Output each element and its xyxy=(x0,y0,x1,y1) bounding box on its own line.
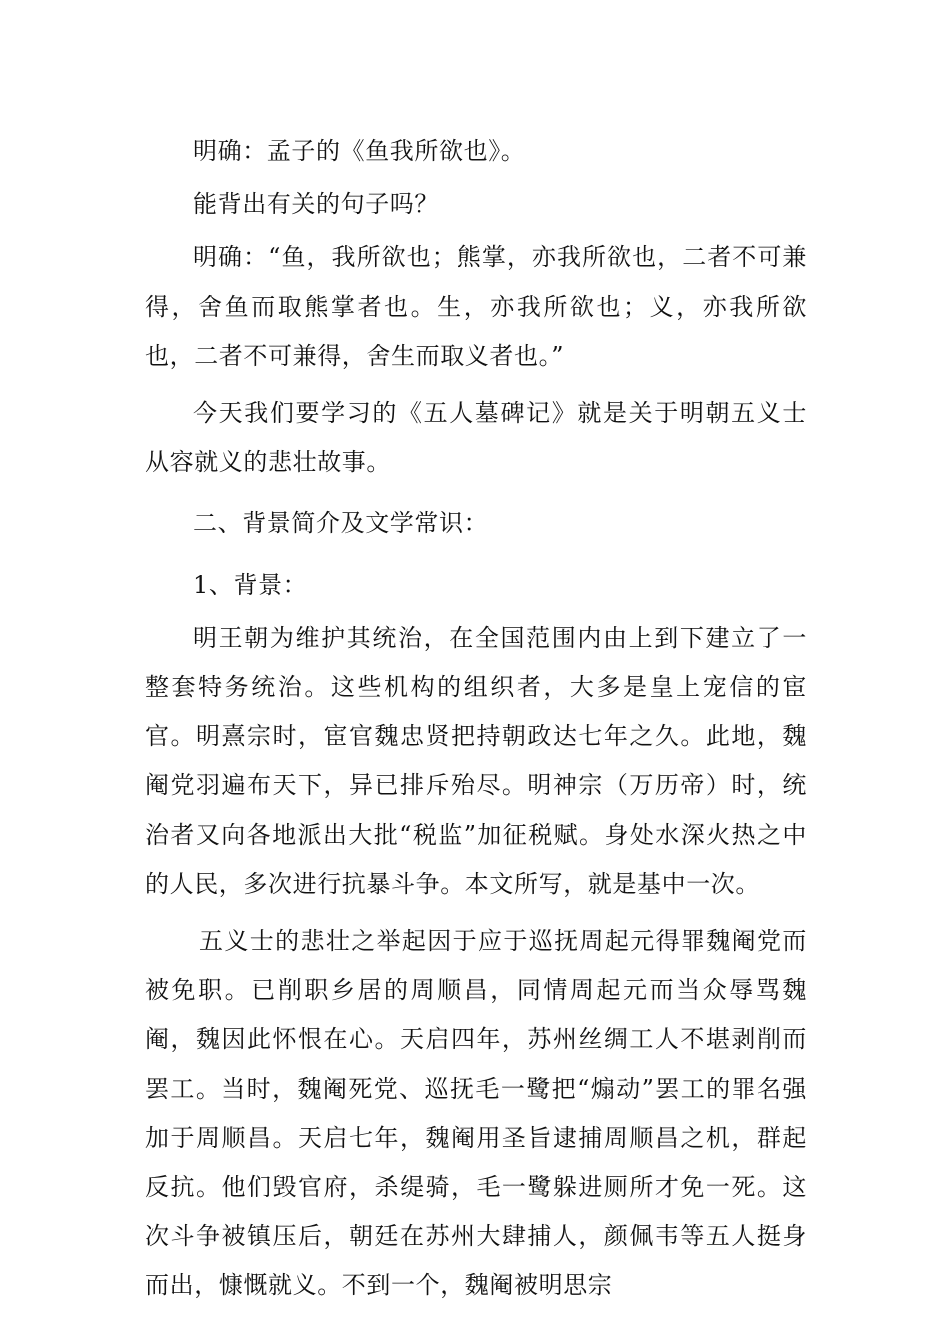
paragraph-lesson-intro: 今天我们要学习的《五人墓碑记》就是关于明朝五义士从容就义的悲壮故事。 xyxy=(145,399,807,477)
subheading-background: 1、背景： xyxy=(193,570,308,599)
paragraph-quotation: 明确：“鱼，我所欲也；熊掌，亦我所欲也，二者不可兼得，舍鱼而取熊掌者也。生，亦我所欲也；义，亦我所欲也，二者不可兼得，舍生而取义者也。” xyxy=(145,243,807,370)
paragraph-question: 能背出有关的句子吗？ xyxy=(193,190,439,219)
section-heading-background: 二、背景简介及文学常识： xyxy=(193,509,489,538)
paragraph-ming-background: 明王朝为维护其统治，在全国范围内由上到下建立了一整套特务统治。这些机构的组织者，大多是皇上宠信的宦官。明熹宗时，宦官魏忠贤把持朝政达七年之久。此地，魏阉党羽遍布天下，异已排斥殆尽。明神宗（万历帝）时，统治者又向各地派出大批“税监”加征税赋。身处水深火热之中的人民，多次进行抗暴斗争。本文所写，就是基中一次。 xyxy=(145,623,807,898)
paragraph-answer-source: 明确：孟子的《鱼我所欲也》。 xyxy=(193,137,526,165)
paragraph-five-martyrs: 五义士的悲壮之举起因于应于巡抚周起元得罪魏阉党而被免职。已削职乡居的周顺昌，同情周起元而当众辱骂魏阉，魏因此怀恨在心。天启四年，苏州丝绸工人不堪剥削而罢工。当时，魏阉死党、巡抚毛一鹭把“煽动”罢工的罪名强加于周顺昌。天启七年，魏阉用圣旨逮捕周顺昌之机，群起反抗。他们毁官府，杀缇骑，毛一鹭躲进厕所才免一死。这次斗争被镇压后，朝廷在苏州大肆捕人，颜佩韦等五人挺身而出，慷慨就义。不到一个，魏阉被明思宗 xyxy=(145,927,807,1300)
document-body xyxy=(145,127,807,1311)
